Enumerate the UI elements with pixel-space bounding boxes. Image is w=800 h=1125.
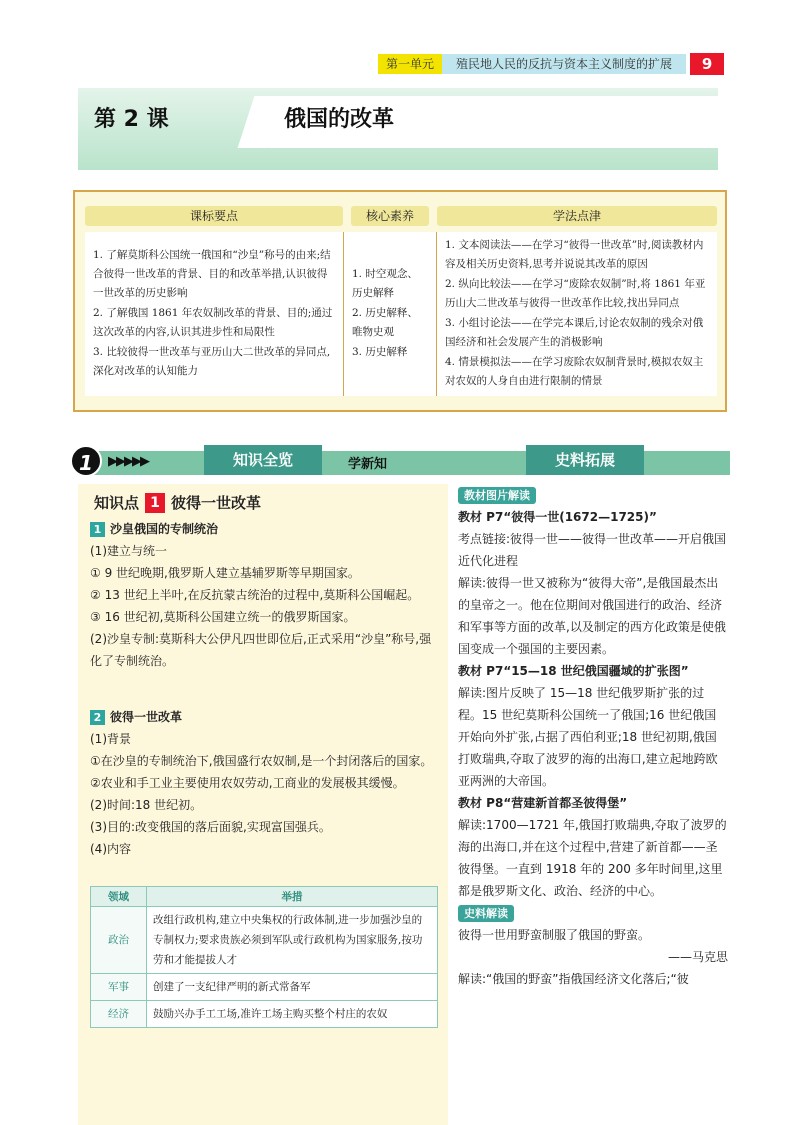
goal-item: 2. 了解俄国 1861 年农奴制改革的背景、目的;通过这次改革的内容,认识其进步性和局限性 bbox=[93, 307, 333, 338]
reform-measures-table bbox=[90, 886, 438, 1028]
sub-heading-number: 2 bbox=[90, 710, 105, 725]
unit-tag: 第一单元 bbox=[378, 54, 442, 74]
sub-heading-number: 1 bbox=[90, 522, 105, 537]
lesson-banner bbox=[78, 88, 718, 170]
page-number: 9 bbox=[690, 53, 724, 75]
tab-knowledge-overview: 知识全览 bbox=[204, 445, 322, 475]
goal-item: 3. 比较彼得一世改革与亚历山大二世改革的异同点,深化对改革的认知能力 bbox=[93, 346, 331, 377]
text-line: (3)目的:改变俄国的落后面貌,实现富国强兵。 bbox=[90, 820, 331, 834]
section-number: 1 bbox=[70, 445, 102, 477]
sub-heading-title: 彼得一世改革 bbox=[110, 710, 183, 724]
goals-col2 bbox=[343, 232, 437, 396]
method-item: 4. 情景模拟法——在学习废除农奴制背景时,模拟农奴主对农奴的人身自由进行限制的情景 bbox=[445, 356, 704, 387]
source-title: 教材 P7“彼得一世(1672—1725)” bbox=[458, 510, 657, 524]
text-line: ①在沙皇的专制统治下,俄国盛行农奴制,是一个封闭落后的国家。 bbox=[90, 754, 433, 768]
section-arrows-icon: ▶▶▶▶▶ bbox=[108, 454, 148, 469]
lesson-number: 第 2 课 bbox=[94, 107, 169, 132]
goals-col2-head: 核心素养 bbox=[351, 206, 429, 226]
table-cell-measure: 鼓励兴办手工工场,准许工场主购买整个村庄的农奴 bbox=[147, 1001, 438, 1028]
goal-item: 1. 了解莫斯科公国统一俄国和“沙皇”称号的由来;结合彼得一世改革的背景、目的和改革举措,认识彼得一世改革的历史影响 bbox=[93, 249, 331, 299]
text-line: (4)内容 bbox=[90, 842, 131, 856]
knowledge-point-title: 彼得一世改革 bbox=[171, 494, 262, 512]
competency-item: 3. 历史解释 bbox=[352, 346, 408, 358]
table-header: 领域 bbox=[91, 887, 147, 907]
table-row bbox=[91, 1001, 438, 1028]
historical-source-tag: 史料解读 bbox=[458, 905, 514, 922]
knowledge-point-heading bbox=[94, 492, 261, 513]
sources-column bbox=[458, 484, 728, 990]
source-reading: 解读:1700—1721 年,俄国打败瑞典,夺取了波罗的海的出海口,并在这个过程中,营建了新首都——圣彼得堡。一直到 1918 年的 200 多年时间里,这里都是俄罗斯文化、政治、经济的中心。 bbox=[458, 818, 727, 898]
quote-reading: 解读:“俄国的野蛮”指俄国经济文化落后;“彼 bbox=[458, 972, 689, 986]
goals-col3-head: 学法点津 bbox=[437, 206, 717, 226]
table-header-row bbox=[91, 887, 438, 907]
section-subtitle: 学新知 bbox=[348, 457, 388, 472]
source-link: 考点链接:彼得一世——彼得一世改革——开启俄国近代化进程 bbox=[458, 532, 727, 568]
quote-text: 彼得一世用野蛮制服了俄国的野蛮。 bbox=[458, 928, 651, 942]
sub-heading bbox=[90, 706, 438, 728]
quote-author: ——马克思 bbox=[667, 950, 728, 964]
goals-col1 bbox=[85, 232, 343, 396]
text-line: (1)背景 bbox=[90, 732, 131, 746]
text-line: (2)沙皇专制:莫斯科大公伊凡四世即位后,正式采用“沙皇”称号,强化了专制统治。 bbox=[90, 632, 432, 668]
sub-section-1 bbox=[90, 518, 438, 672]
knowledge-point-number: 1 bbox=[145, 493, 165, 513]
text-line: ① 9 世纪晚期,俄罗斯人建立基辅罗斯等早期国家。 bbox=[90, 566, 360, 580]
tab-source-extension: 史料拓展 bbox=[526, 445, 644, 475]
table-row bbox=[91, 907, 438, 974]
sub-heading-title: 沙皇俄国的专制统治 bbox=[110, 522, 219, 536]
source-reading: 解读:彼得一世又被称为“彼得大帝”,是俄国最杰出的皇帝之一。他在位期间对俄国进行的政治、经济和军事等方面的改革,以及制定的西方化政策是使俄国变成一个强国的主要因素。 bbox=[458, 576, 726, 656]
method-item: 2. 纵向比较法——在学习“废除农奴制”时,将 1861 年亚历山大二世改革与彼得一世改革作比较,找出异同点 bbox=[445, 278, 706, 309]
table-header: 举措 bbox=[147, 887, 438, 907]
sub-heading bbox=[90, 518, 438, 540]
source-title: 教材 P7“15—18 世纪俄国疆域的扩张图” bbox=[458, 664, 689, 678]
source-title: 教材 P8“营建新首都圣彼得堡” bbox=[458, 796, 628, 810]
unit-title: 殖民地人民的反抗与资本主义制度的扩展 bbox=[442, 54, 686, 74]
text-line: (2)时间:18 世纪初。 bbox=[90, 798, 203, 812]
sub-section-2 bbox=[90, 706, 438, 860]
table-cell-measure: 创建了一支纪律严明的新式常备军 bbox=[147, 974, 438, 1001]
learning-goals-box bbox=[73, 190, 727, 412]
competency-item: 1. 时空观念、历史解释 bbox=[352, 268, 418, 299]
table-cell-measure: 改组行政机构,建立中央集权的行政体制,进一步加强沙皇的专制权力;要求贵族必须到军队或行政机构为国家服务,按功劳和才能提拔人才 bbox=[147, 907, 438, 974]
goals-col1-head: 课标要点 bbox=[85, 206, 343, 226]
table-row bbox=[91, 974, 438, 1001]
text-line: ②农业和手工业主要使用农奴劳动,工商业的发展极其缓慢。 bbox=[90, 776, 405, 790]
picture-interpretation-tag: 教材图片解读 bbox=[458, 487, 536, 504]
goals-col3 bbox=[437, 232, 717, 396]
text-line: ③ 16 世纪初,莫斯科公国建立统一的俄罗斯国家。 bbox=[90, 610, 356, 624]
method-item: 1. 文本阅读法——在学习“彼得一世改革”时,阅读教材内容及相关历史资料,思考并说说其改革的原因 bbox=[445, 239, 704, 270]
method-item: 3. 小组讨论法——在学完本课后,讨论农奴制的残余对俄国经济和社会发展产生的消极影响 bbox=[445, 317, 704, 348]
section-banner bbox=[70, 445, 730, 477]
text-line: ② 13 世纪上半叶,在反抗蒙古统治的过程中,莫斯科公国崛起。 bbox=[90, 588, 420, 602]
competency-item: 2. 历史解释、唯物史观 bbox=[352, 307, 418, 338]
table-cell-domain: 军事 bbox=[91, 974, 147, 1001]
running-header bbox=[378, 54, 724, 74]
text-line: (1)建立与统一 bbox=[90, 544, 167, 558]
source-reading: 解读:图片反映了 15—18 世纪俄罗斯扩张的过程。15 世纪莫斯科公国统一了俄国;16 世纪俄国开始向外扩张,占据了西伯利亚;18 世纪初期,俄国打败瑞典,夺取了波罗的海的出海口,建立起地跨欧亚两洲的大帝国。 bbox=[458, 686, 718, 788]
table-cell-domain: 政治 bbox=[91, 907, 147, 974]
knowledge-point-label: 知识点 bbox=[94, 494, 140, 512]
table-cell-domain: 经济 bbox=[91, 1001, 147, 1028]
lesson-title: 俄国的改革 bbox=[284, 107, 395, 132]
knowledge-column bbox=[78, 484, 448, 1125]
